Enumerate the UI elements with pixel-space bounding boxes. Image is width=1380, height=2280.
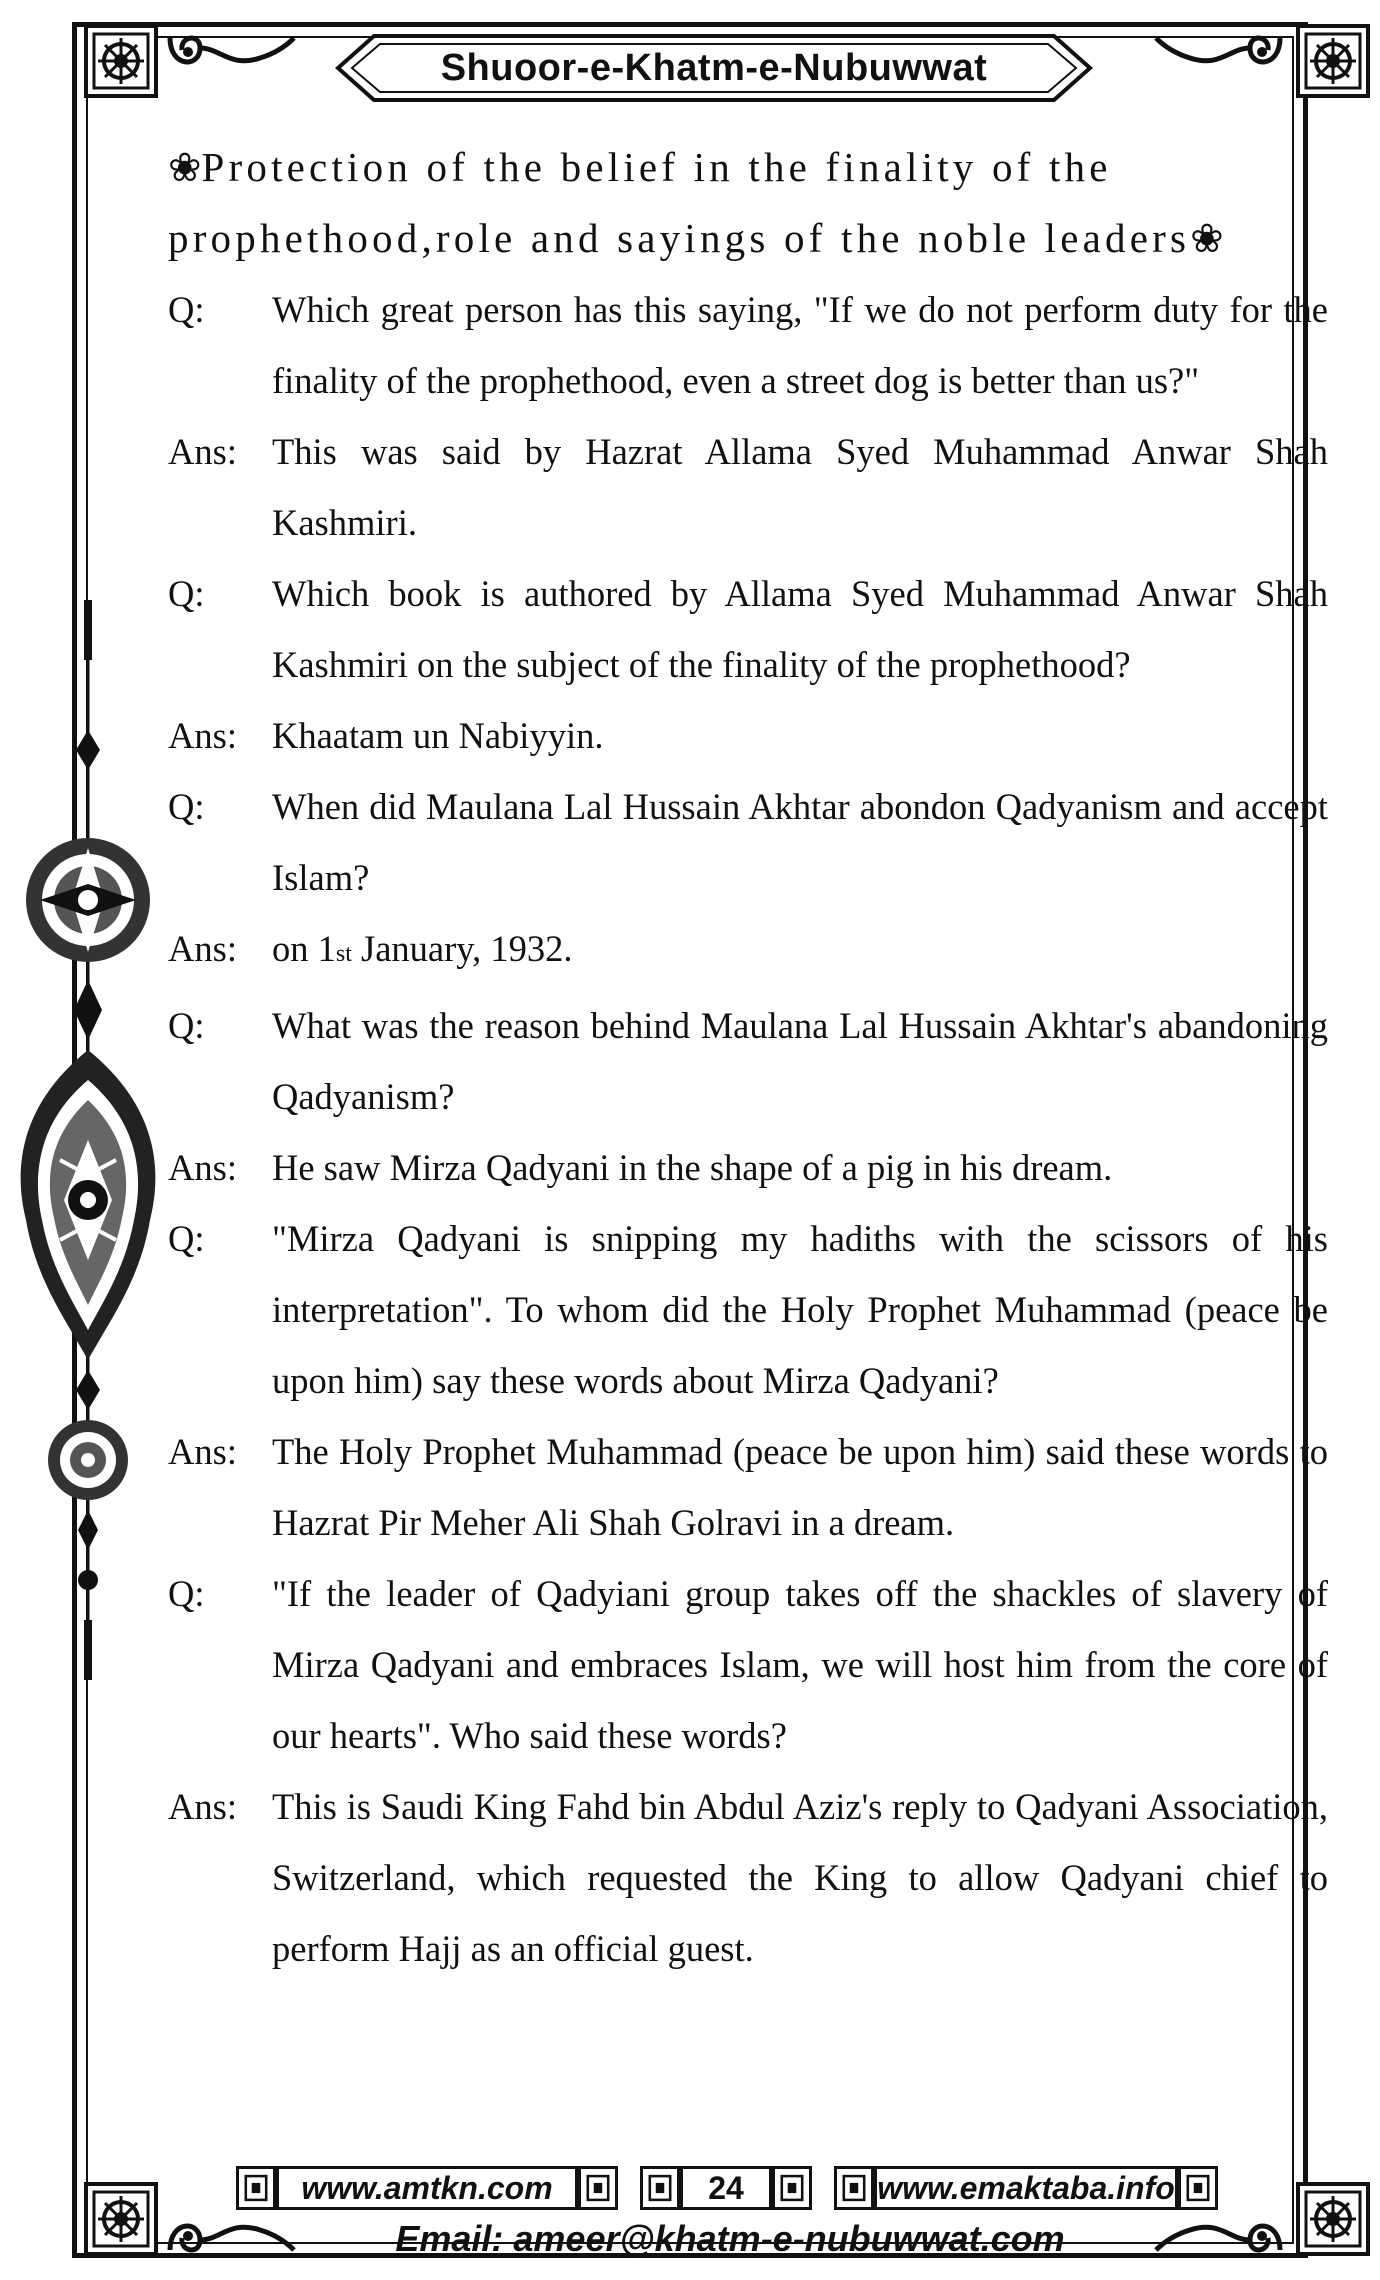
qa-item bbox=[168, 1203, 1328, 1416]
qa-text: What was the reason behind Maulana Lal Hussain Akhtar's abandoning Qadyanism? bbox=[272, 1005, 1328, 1117]
qa-text: This is Saudi King Fahd bin Abdul Aziz's reply to Qadyani Association, Switzerland, which requested the King to allow Qadyani chief to perform Hajj as an official guest. bbox=[272, 1786, 1328, 1969]
qa-label: Ans: bbox=[168, 1431, 237, 1472]
heading-close-ornament-icon: ❀ bbox=[1190, 216, 1224, 261]
qa-item bbox=[168, 771, 1328, 913]
qa-text: When did Maulana Lal Hussain Akhtar abondon Qadyanism and accept Islam? bbox=[272, 786, 1328, 898]
corner-ornament-icon bbox=[1296, 24, 1370, 98]
qa-item bbox=[168, 990, 1328, 1132]
qa-label: Q: bbox=[168, 1005, 205, 1046]
website-link-left[interactable]: www.amtkn.com bbox=[276, 2166, 578, 2210]
corner-ornament-icon bbox=[1296, 2182, 1370, 2256]
footer-ornament-icon bbox=[772, 2166, 812, 2210]
website-link-right[interactable]: www.emaktaba.info bbox=[874, 2166, 1178, 2210]
page-number: 24 bbox=[680, 2166, 772, 2210]
qa-label: Ans: bbox=[168, 431, 237, 472]
qa-label: Q: bbox=[168, 1218, 205, 1259]
section-heading bbox=[168, 132, 1328, 274]
contact-email[interactable]: Email: ameer@khatm-e-nubuwwat.com bbox=[395, 2218, 1065, 2259]
qa-item bbox=[168, 558, 1328, 700]
corner-ornament-icon bbox=[84, 24, 158, 98]
qa-label: Q: bbox=[168, 573, 205, 614]
qa-text: The Holy Prophet Muhammad (peace be upon him) said these words to Hazrat Pir Meher Ali Shah Golravi in a dream. bbox=[272, 1431, 1328, 1543]
scroll-ornament-icon bbox=[160, 28, 300, 98]
footer-ornament-icon bbox=[578, 2166, 618, 2210]
page-title: Shuoor-e-Khatm-e-Nubuwwat bbox=[440, 46, 988, 89]
qa-item bbox=[168, 274, 1328, 416]
qa-item bbox=[168, 700, 1328, 771]
qa-label: Q: bbox=[168, 289, 205, 330]
qa-label: Q: bbox=[168, 786, 205, 827]
qa-item bbox=[168, 1132, 1328, 1203]
corner-ornament-icon bbox=[84, 2182, 158, 2256]
footer-ornament-icon bbox=[834, 2166, 874, 2210]
qa-text: This was said by Hazrat Allama Syed Muhammad Anwar Shah Kashmiri. bbox=[272, 431, 1328, 543]
heading-line-2: prophethood,role and sayings of the noble leaders bbox=[168, 215, 1191, 261]
qa-label: Q: bbox=[168, 1573, 205, 1614]
footer-ornament-icon bbox=[236, 2166, 276, 2210]
qa-text-sup: st bbox=[335, 941, 352, 967]
footer-ornament-icon bbox=[640, 2166, 680, 2210]
qa-text: "If the leader of Qadyiani group takes off the shackles of slavery of Mirza Qadyani and embraces Islam, we will host him from the core of our hearts". Who said these words? bbox=[272, 1573, 1328, 1756]
heading-open-ornament-icon: ❀ bbox=[168, 145, 202, 190]
qa-item bbox=[168, 1416, 1328, 1558]
qa-text bbox=[272, 913, 1328, 990]
qa-text-post: January, 1932. bbox=[351, 928, 573, 969]
qa-text: He saw Mirza Qadyani in the shape of a pig in his dream. bbox=[272, 1147, 1113, 1188]
qa-text: Which great person has this saying, "If we do not perform duty for the finality of the prophethood, even a street dog is better than us?" bbox=[272, 289, 1328, 401]
qa-text-pre: on 1 bbox=[272, 928, 336, 969]
qa-label: Ans: bbox=[168, 1147, 237, 1188]
qa-label: Ans: bbox=[168, 715, 237, 756]
left-border-ornament-icon bbox=[0, 600, 170, 1680]
qa-text: "Mirza Qadyani is snipping my hadiths with the scissors of his interpretation". To whom did the Holy Prophet Muhammad (peace be upon him) say these words about Mirza Qadyani? bbox=[272, 1218, 1328, 1401]
heading-line-1: Protection of the belief in the finality of the bbox=[201, 144, 1112, 190]
qa-label: Ans: bbox=[168, 1786, 237, 1827]
qa-item bbox=[168, 416, 1328, 558]
qa-label: Ans: bbox=[168, 928, 237, 969]
footer-ornament-icon bbox=[1178, 2166, 1218, 2210]
scroll-ornament-icon bbox=[1150, 28, 1290, 98]
qa-item bbox=[168, 913, 1328, 990]
qa-item bbox=[168, 1558, 1328, 1771]
header-banner bbox=[334, 30, 1094, 106]
qa-text: Which book is authored by Allama Syed Muhammad Anwar Shah Kashmiri on the subject of the finality of the prophethood? bbox=[272, 573, 1328, 685]
qa-item bbox=[168, 1771, 1328, 1984]
content-area bbox=[168, 132, 1328, 1984]
qa-text: Khaatam un Nabiyyin. bbox=[272, 715, 604, 756]
